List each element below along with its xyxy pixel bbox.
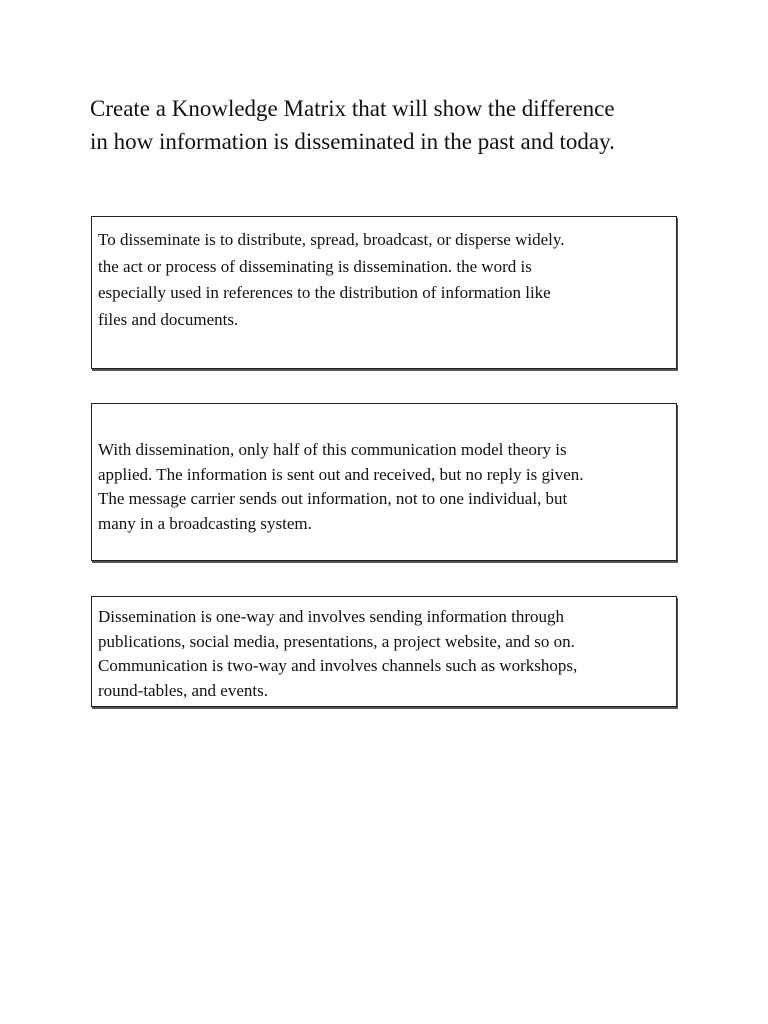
dissemination-vs-communication-paragraph [98,605,670,703]
definition-paragraph [98,227,670,333]
text-line: With dissemination, only half of this communication model theory is [98,440,567,459]
page-heading [90,92,700,158]
text-line: To disseminate is to distribute, spread, broadcast, or disperse widely. [98,230,565,249]
text-line: especially used in references to the distribution of information like [98,283,551,302]
text-line: the act or process of disseminating is dissemination. the word is [98,256,532,276]
text-line: publications, social media, presentations, a project website, and so on. [98,631,575,651]
text-line: files and documents. [98,309,239,329]
communication-model-paragraph [98,438,670,536]
text-line: Communication is two-way and involves channels such as workshops, [98,656,578,675]
text-line: round-tables, and events. [98,680,268,700]
communication-model-text-box [91,403,677,561]
text-line: The message carrier sends out information, not to one individual, but [98,489,568,508]
text-line: Dissemination is one-way and involves sending information through [98,607,565,626]
definition-text-box [91,216,677,369]
heading-line: in how information is disseminated in the past and today. [90,129,615,154]
text-line: many in a broadcasting system. [98,513,312,533]
dissemination-vs-communication-text-box [91,596,677,707]
text-line: applied. The information is sent out and received, but no reply is given. [98,464,584,484]
heading-line: Create a Knowledge Matrix that will show the difference [90,96,615,121]
